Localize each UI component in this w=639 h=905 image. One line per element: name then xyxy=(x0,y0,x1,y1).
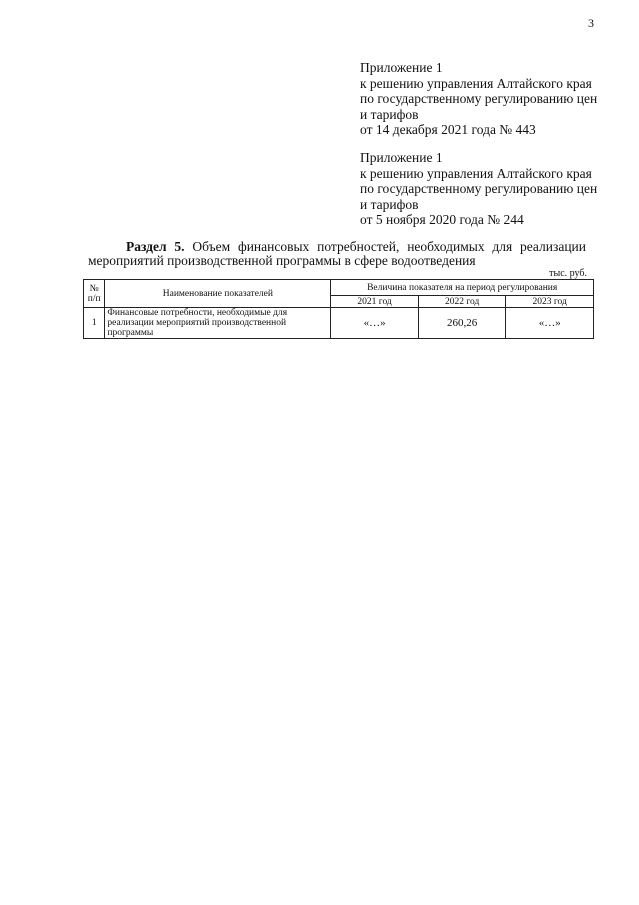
appendix-previous-block xyxy=(360,150,620,228)
financial-needs-table xyxy=(83,279,594,339)
table-row xyxy=(84,308,594,339)
header-year: 2023 год xyxy=(506,296,594,308)
appendix-current-line: к решению управления Алтайского края xyxy=(360,75,592,91)
section-label: Раздел 5. xyxy=(126,239,185,254)
appendix-previous-line: по государственному регулированию цен xyxy=(360,181,598,196)
units-label: тыс. руб. xyxy=(549,268,587,279)
appendix-previous-line: Приложение 1 xyxy=(360,150,443,165)
row-value-2021: «…» xyxy=(331,308,419,339)
section-heading-line-1 xyxy=(88,240,586,254)
row-value-2022: 260,26 xyxy=(418,308,506,339)
header-name: Наименование показателей xyxy=(105,280,331,308)
page-number: 3 xyxy=(588,16,594,30)
appendix-previous-line: от 5 ноября 2020 года № 244 xyxy=(360,212,524,227)
row-number: 1 xyxy=(84,308,105,339)
appendix-previous-line: и тарифов xyxy=(360,196,419,212)
header-period-group: Величина показателя на период регулирования xyxy=(331,280,594,296)
header-year: 2022 год xyxy=(418,296,506,308)
appendix-current-block xyxy=(360,60,620,138)
appendix-current-line: от 14 декабря 2021 года № 443 xyxy=(360,122,536,137)
section-title-part-1: Объем финансовых потребностей, необходимых для реализации xyxy=(192,239,586,254)
table-header-row xyxy=(84,280,594,296)
header-number: № п/п xyxy=(84,280,105,308)
header-year: 2021 год xyxy=(331,296,419,308)
appendix-current-line: и тарифов xyxy=(360,106,419,122)
appendix-current-line: по государственному регулированию цен xyxy=(360,91,598,106)
row-name: Финансовые потребности, необходимые для реализации мероприятий производственной программы xyxy=(105,308,331,339)
appendix-previous-line: к решению управления Алтайского края xyxy=(360,165,592,181)
section-heading xyxy=(88,240,586,268)
row-value-2023: «…» xyxy=(506,308,594,339)
appendix-current-line: Приложение 1 xyxy=(360,60,443,75)
section-title-part-2: мероприятий производственной программы в сфере водоотведения xyxy=(88,253,476,268)
